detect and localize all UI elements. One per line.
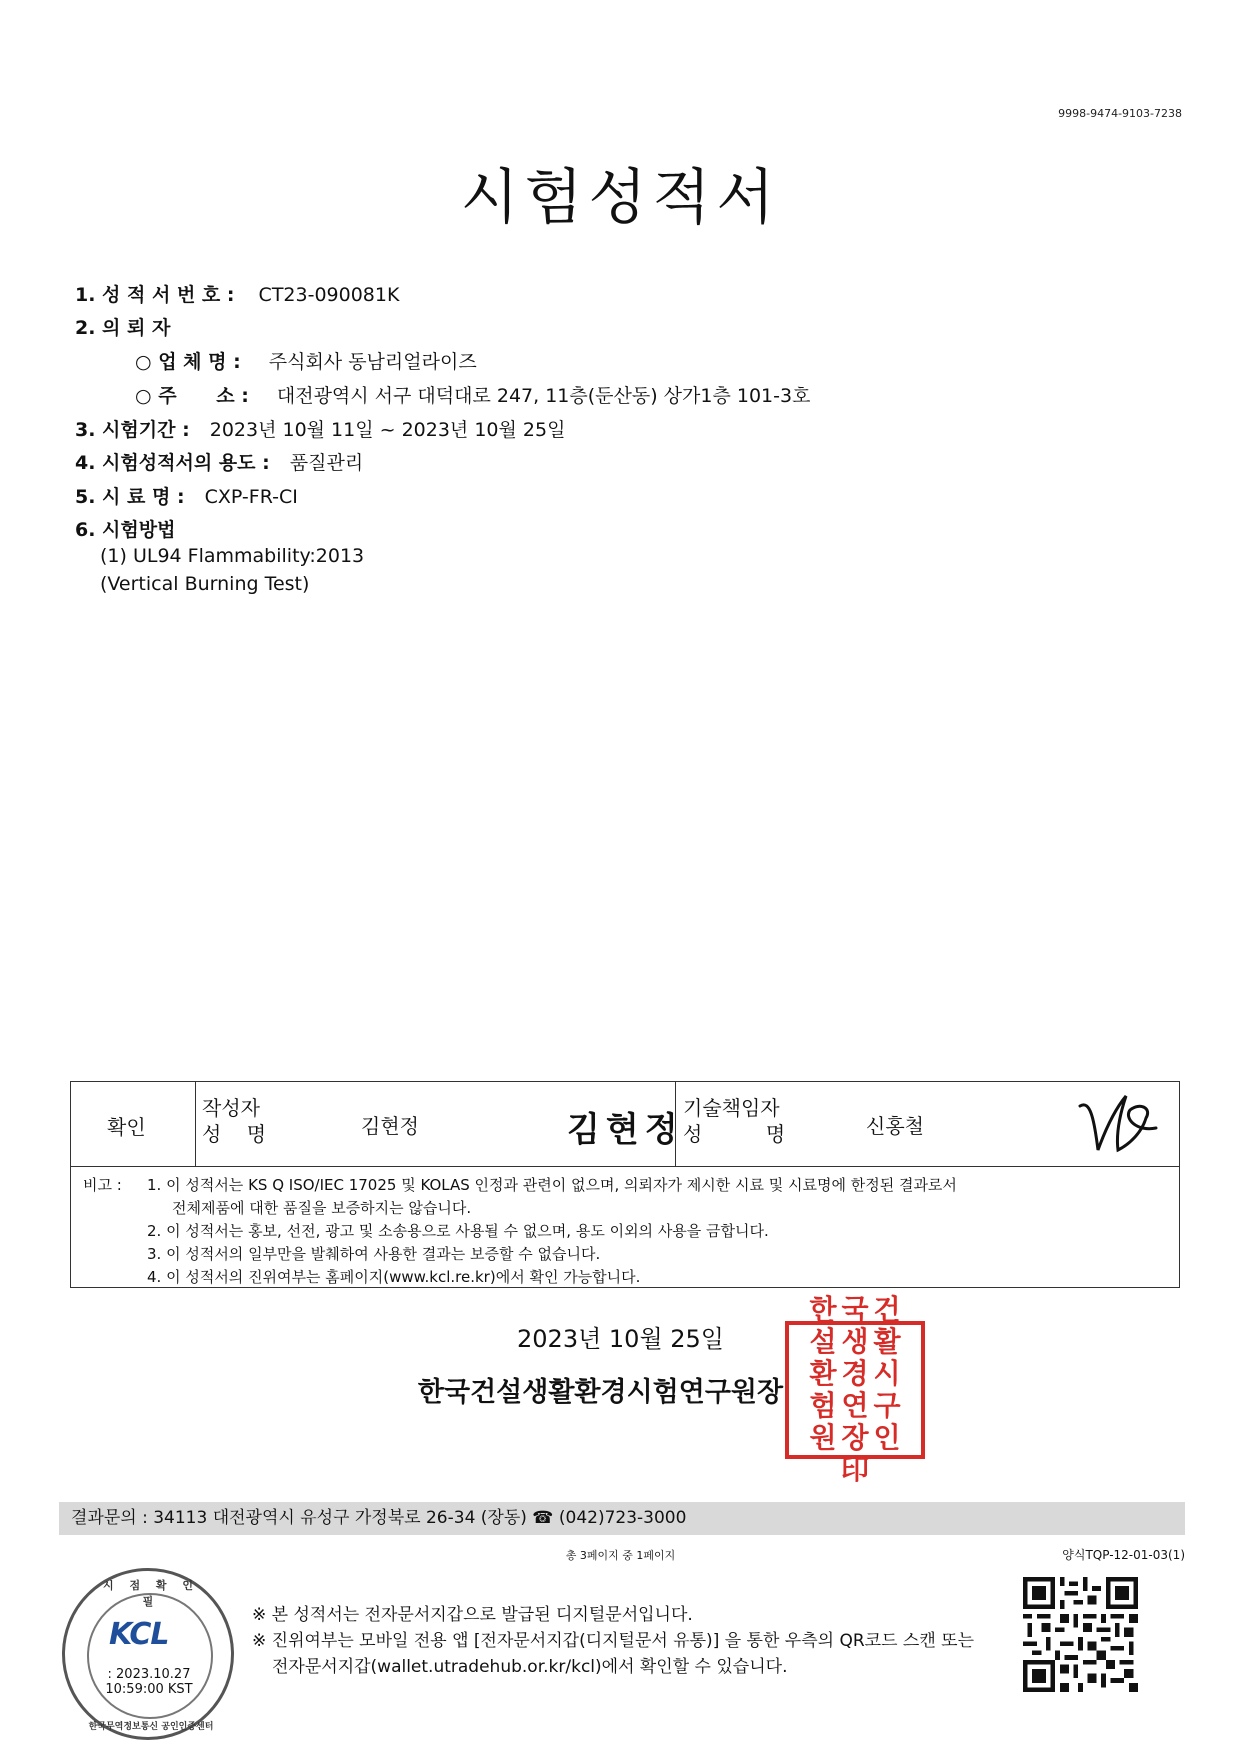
remark-item: 1. 이 성적서는 KS Q ISO/IEC 17025 및 KOLAS 인정과 관련이 없으며, 의뢰자가 제시한 시료 및 시료명에 한정된 결과로서 — [147, 1176, 957, 1194]
tech-name-label: 성 명 — [683, 1122, 786, 1146]
writer-name: 김현정 — [361, 1114, 419, 1138]
digital-note: ※ 본 성적서는 전자문서지갑으로 발급된 디지털문서입니다. — [252, 1605, 693, 1625]
contact-bar: 결과문의 : 34113 대전광역시 유성구 가정북로 26-34 (장동) ☎ (042)723-3000 — [59, 1502, 1185, 1535]
kcl-logo: KCL — [109, 1617, 169, 1652]
confirm-label: 확인 — [107, 1115, 146, 1139]
seal-char: 장 — [841, 1421, 869, 1454]
form-number: 양식TQP-12-01-03(1) — [1062, 1548, 1185, 1562]
field-client — [75, 313, 170, 340]
field-label: ○ 주 소 : — [135, 385, 249, 407]
field-value: 품질관리 — [289, 452, 364, 474]
writer-signature: 김현정 — [567, 1110, 684, 1150]
seal-char: 건 — [873, 1293, 901, 1326]
seal-char: 경 — [841, 1357, 869, 1390]
field-label: 4. 시험성적서의 용도 : — [75, 452, 270, 474]
field-report-number — [75, 280, 399, 307]
field-test-period — [75, 415, 565, 442]
seal-char: 한 — [809, 1293, 837, 1326]
field-label: 3. 시험기간 : — [75, 419, 190, 441]
official-seal — [785, 1293, 925, 1486]
digital-note: ※ 진위여부는 모바일 전용 앱 [전자문서지갑(디지털문서 유통)] 을 통한 우측의 QR코드 스캔 또는 — [252, 1631, 975, 1651]
stamp-ring-text: 시 점 확 인 필 — [103, 1579, 199, 1608]
digital-note: 전자문서지갑(wallet.utradehub.or.kr/kcl)에서 확인할 수 있습니다. — [272, 1657, 788, 1677]
test-method-line: (Vertical Burning Test) — [100, 573, 310, 595]
field-company — [135, 347, 477, 374]
tech-name: 신홍철 — [866, 1114, 924, 1138]
remark-item: 3. 이 성적서의 일부만을 발췌하여 사용한 결과는 보증할 수 없습니다. — [147, 1245, 601, 1263]
seal-char: 활 — [873, 1325, 901, 1358]
field-value: CXP-FR-CI — [204, 486, 298, 508]
field-label: 1. 성 적 서 번 호 : — [75, 284, 235, 306]
remarks-label: 비고 : — [83, 1176, 122, 1194]
document-number: 9998-9474-9103-7238 — [1058, 107, 1182, 120]
seal-char: 험 — [809, 1389, 837, 1422]
stamp-date: : 2023.10.27 — [107, 1667, 191, 1682]
seal-char: 생 — [841, 1325, 869, 1358]
signature-row — [71, 1082, 1179, 1167]
test-method-line: (1) UL94 Flammability:2013 — [100, 545, 365, 567]
seal-char: 연 — [841, 1389, 869, 1422]
tech-signature-icon — [1076, 1088, 1166, 1162]
qr-code-icon[interactable] — [1023, 1577, 1138, 1692]
stamp-time: 10:59:00 KST — [105, 1682, 193, 1697]
field-value: 2023년 10월 11일 ~ 2023년 10월 25일 — [209, 419, 566, 441]
writer-role: 작성자 — [202, 1096, 260, 1120]
field-address — [135, 381, 810, 408]
field-sample-name — [75, 482, 298, 509]
writer-name-label: 성 명 — [202, 1122, 267, 1146]
field-value: 주식회사 동남리얼라이즈 — [268, 351, 477, 373]
timestamp-stamp — [62, 1568, 234, 1740]
seal-char: 설 — [809, 1325, 837, 1358]
signature-table — [70, 1081, 1180, 1288]
page-indicator: 총 3페이지 중 1페이지 — [565, 1549, 676, 1562]
remark-item: 전체제품에 대한 품질을 보증하지는 않습니다. — [172, 1199, 472, 1217]
remark-item: 2. 이 성적서는 홍보, 선전, 광고 및 소송용으로 사용될 수 없으며, 용도 이외의 사용을 금합니다. — [147, 1222, 769, 1240]
field-label: 5. 시 료 명 : — [75, 486, 185, 508]
issue-date: 2023년 10월 25일 — [517, 1325, 724, 1353]
remark-item: 4. 이 성적서의 진위여부는 홈페이지(www.kcl.re.kr)에서 확인 가능합니다. — [147, 1268, 641, 1286]
seal-char: 印 — [840, 1453, 869, 1486]
stamp-ring-bottom: 한국무역정보통신 공인인증센터 — [88, 1722, 214, 1732]
stamp-inner-ring — [87, 1593, 213, 1719]
organization-name: 한국건설생활환경시험연구원장 — [417, 1377, 784, 1408]
field-label: 2. 의 뢰 자 — [75, 317, 171, 339]
seal-char: 국 — [841, 1293, 869, 1326]
field-value: 대전광역시 서구 대덕대로 247, 11층(둔산동) 상가1층 101-3호 — [276, 385, 811, 407]
page-title: 시험성적서 — [460, 163, 781, 233]
seal-char: 구 — [873, 1389, 901, 1422]
seal-char: 시 — [873, 1357, 901, 1390]
stamp-timestamp — [93, 1667, 205, 1697]
field-purpose — [75, 448, 363, 475]
field-label: 6. 시험방법 — [75, 519, 176, 541]
seal-char: 인 — [873, 1421, 901, 1454]
field-label: ○ 업 체 명 : — [135, 351, 241, 373]
field-value: CT23-090081K — [258, 284, 400, 306]
field-test-method — [75, 515, 175, 542]
seal-char: 환 — [809, 1357, 837, 1390]
tech-role: 기술책임자 — [683, 1096, 780, 1120]
divider — [195, 1082, 196, 1166]
seal-char: 원 — [809, 1421, 837, 1454]
